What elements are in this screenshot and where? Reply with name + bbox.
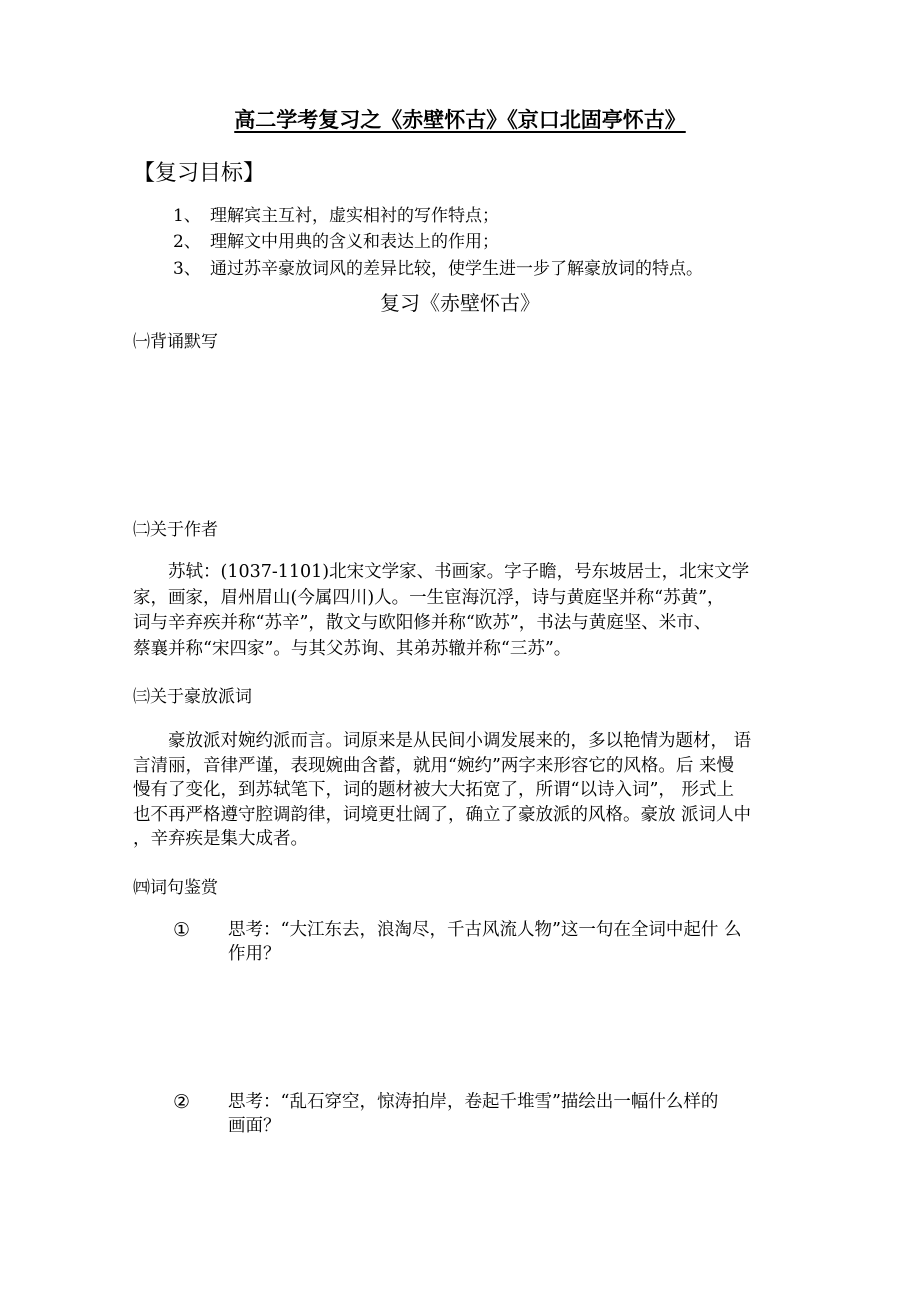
section-heading-appreciation: ㈣词句鉴赏: [133, 878, 218, 898]
goals-heading: 【复习目标】: [133, 161, 266, 186]
haofang-paragraph: 豪放派对婉约派而言。词原来是从民间小调发展来的，多以艳情为题材， 语 言清丽，音律严谨，表现婉曲含蓄，就用“婉约”两字来形容它的风格。后 来慢 慢有了变化，到苏轼笔下，词的题材被大大拓宽了，所谓“以诗入词”， 形式上 也不再严格遵守腔调韵律，词境更壮阔了，确立了豪放派的风格。豪放 派词人中 ，辛弃疾是集大成者。: [133, 731, 752, 849]
document-title: 高二学考复习之《赤壁怀古》《京口北固亭怀古》: [234, 108, 686, 132]
goal-item: 1、 理解宾主互衬，虚实相衬的写作特点；: [173, 206, 499, 226]
goal-item: 2、 理解文中用典的含义和表达上的作用；: [173, 232, 499, 252]
goal-item: 3、 通过苏辛豪放词风的差异比较，使学生进一步了解豪放词的特点。: [173, 259, 703, 279]
question-1: ① 思考：“大江东去，浪淘尽，千古风流人物”这一句在全词中起什 么 作用？: [173, 919, 742, 964]
question-2: ② 思考：“乱石穿空，惊涛拍岸，卷起千堆雪”描绘出一幅什么样的 画面？: [173, 1091, 719, 1136]
section-heading-author: ㈡关于作者: [133, 520, 218, 540]
section-heading-haofang: ㈢关于豪放派词: [133, 687, 252, 707]
section-subtitle: 复习《赤壁怀古》: [380, 291, 540, 315]
section-heading-recite: ㈠背诵默写: [133, 332, 218, 352]
author-paragraph: 苏轼：(1037-1101)北宋文学家、书画家。字子瞻，号东坡居士，北宋文学 家，画家，眉州眉山(今属四川)人。一生宦海沉浮，诗与黄庭坚并称“苏黄”， 词与辛弃疾并称“苏辛”，散文与欧阳修并称“欧苏”，书法与黄庭坚、米市、 蔡襄并称“宋四家”。与其父苏询、其弟苏辙并称“三苏”。: [133, 562, 750, 659]
